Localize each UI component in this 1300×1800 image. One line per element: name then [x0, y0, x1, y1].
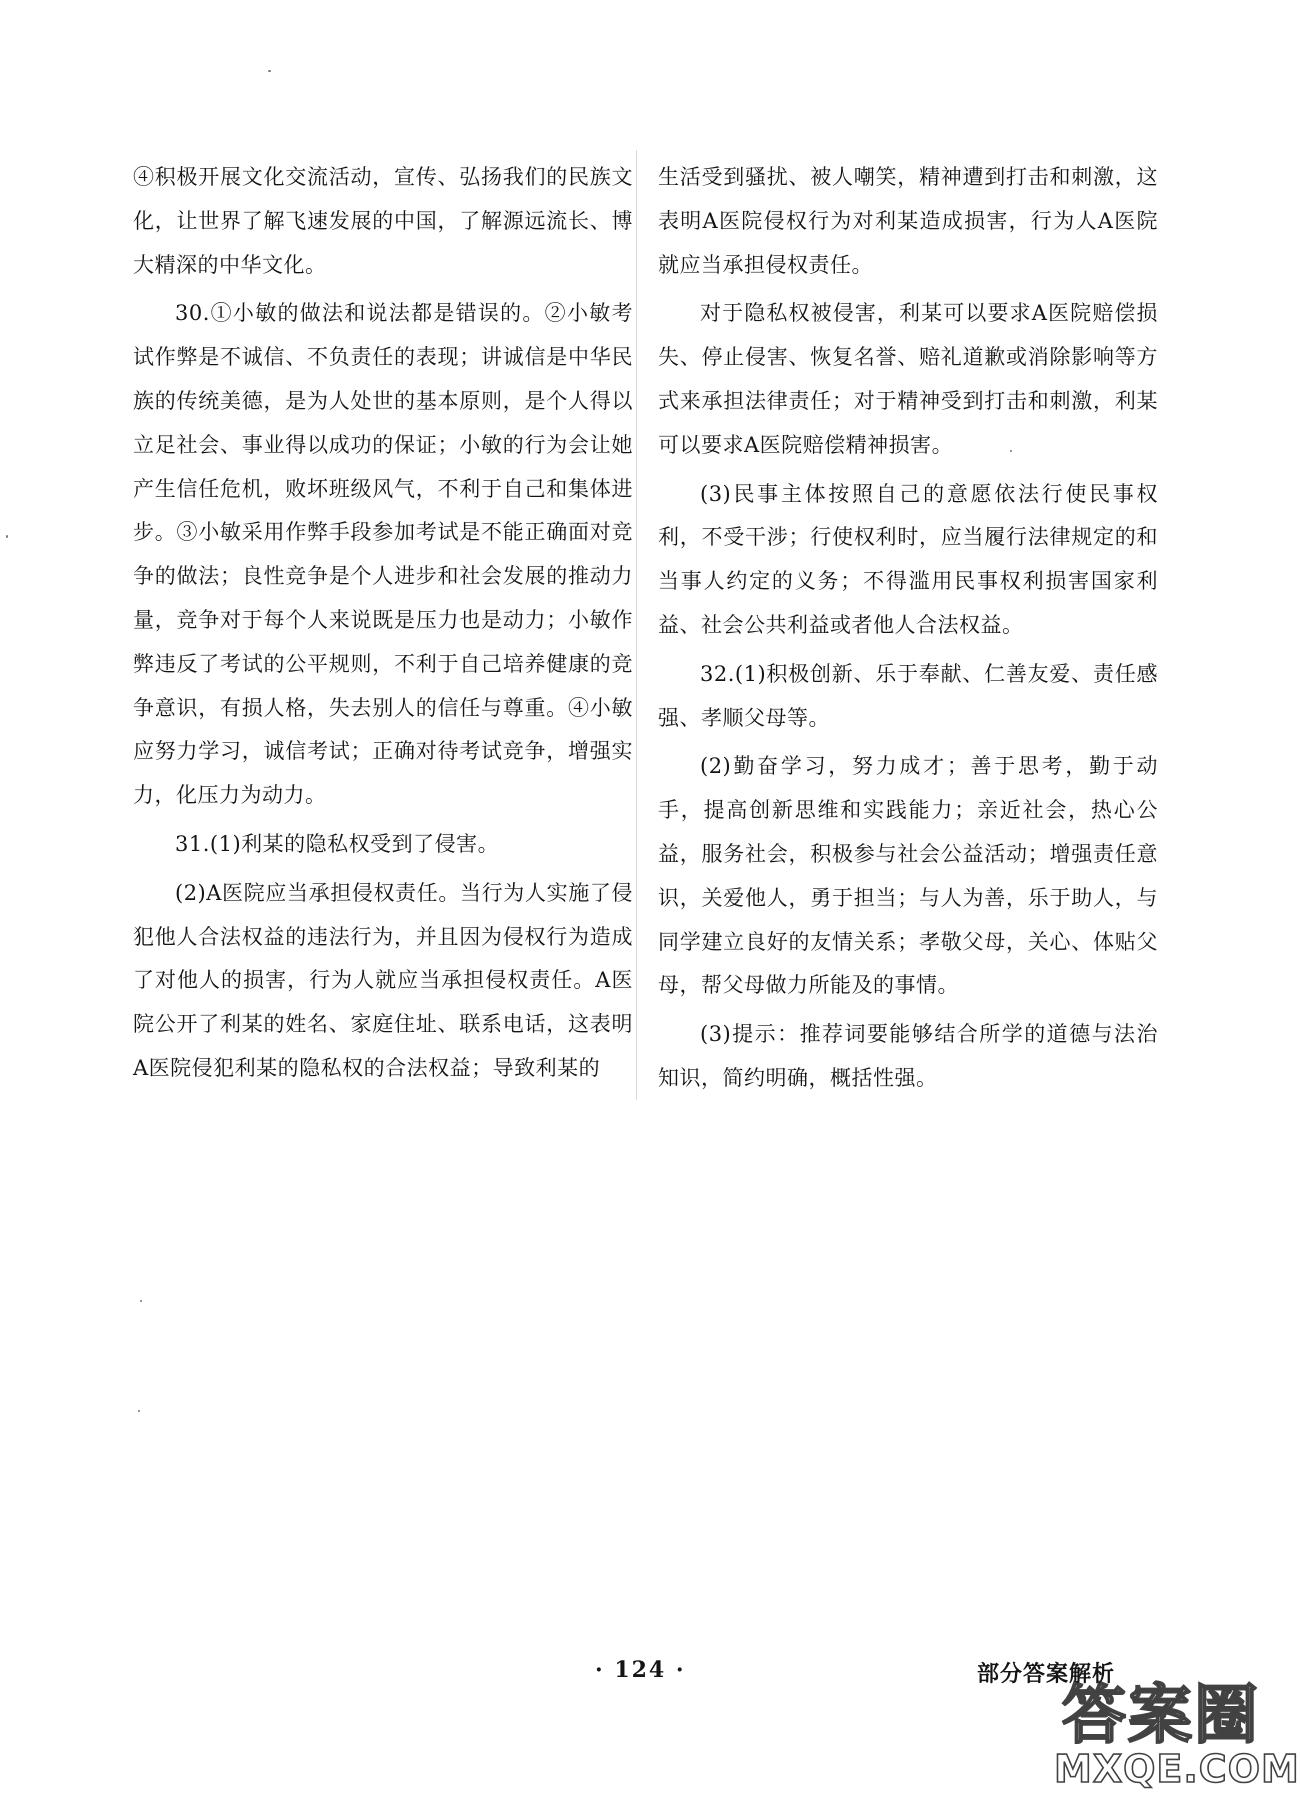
answer-31-2: (2)A医院应当承担侵权责任。当行为人实施了侵犯他人合法权益的违法行为，并且因为侵权行为造成了对他人的损害，行为人就应当承担侵权责任。A医院公开了利某的姓名、家庭住址、联系电话，这表明A医院侵犯利某的隐私权的合法权益；导致利某的 [133, 880, 633, 1080]
scan-speck [138, 1410, 140, 1412]
scan-speck [1010, 450, 1012, 452]
answer-32-1: 32.(1)积极创新、乐于奉献、仁善友爱、责任感强、孝顺父母等。 [658, 661, 1158, 730]
paragraph: 对于隐私权被侵害，利某可以要求A医院赔偿损失、停止侵害、恢复名誉、赔礼道歉或消除影响等方式来承担法律责任；对于精神受到打击和刺激，利某可以要求A医院赔偿精神损害。 [658, 301, 1158, 457]
scan-speck [268, 70, 271, 72]
answer-32-2: (2)勤奋学习，努力成才；善于思考，勤于动手，提高创新思维和实践能力；亲近社会，热心公益，服务社会，积极参与社会公益活动；增强责任意识，关爱他人，勇于担当；与人为善，乐于助人，与同学建立良好的友情关系；孝敬父母，关心、体贴父母，帮父母做力所能及的事情。 [658, 754, 1158, 998]
footer-section-title: 部分答案解析 [977, 1662, 1116, 1687]
watermark-logo-text: 答案圈 [1062, 1679, 1260, 1753]
left-column [133, 156, 633, 1096]
watermark-url: MXQE.COM [1054, 1747, 1300, 1791]
column-divider [636, 150, 637, 1100]
paragraph: ④积极开展文化交流活动，宣传、弘扬我们的民族文化，让世界了解飞速发展的中国，了解源远流长、博大精深的中华文化。 [133, 165, 633, 277]
right-column [658, 156, 1158, 1106]
answer-32-3: (3)提示：推荐词要能够结合所学的道德与法治知识，简约明确，概括性强。 [658, 1022, 1158, 1090]
answer-31-3: (3)民事主体按照自己的意愿依法行使民事权利，不受干涉；行使权利时，应当履行法律规定的和当事人约定的义务；不得滥用民事权利损害国家利益、社会公共利益或者他人合法权益。 [658, 481, 1158, 637]
scan-speck [6, 535, 8, 538]
page-number: · 124 · [595, 1657, 686, 1683]
answer-31-1: 31.(1)利某的隐私权受到了侵害。 [175, 831, 500, 856]
scan-speck [140, 1300, 142, 1302]
watermark-logo [1052, 1679, 1300, 1794]
answer-30: 30.①小敏的做法和说法都是错误的。②小敏考试作弊是不诚信、不负责任的表现；讲诚信是中华民族的传统美德，是为人处世的基本原则，是个人得以立足社会、事业得以成功的保证；小敏的行为会让她产生信任危机，败坏班级风气，不利于自己和集体进步。③小敏采用作弊手段参加考试是不能正确面对竞争的做法；良性竞争是个人进步和社会发展的推动力量，竞争对于每个人来说既是压力也是动力；小敏作弊违反了考试的公平规则，不利于自己培养健康的竞争意识，有损人格，失去别人的信任与尊重。④小敏应努力学习，诚信考试；正确对待考试竞争，增强实力，化压力为动力。 [133, 301, 633, 808]
paragraph-continued: 生活受到骚扰、被人嘲笑，精神遭到打击和刺激，这表明A医院侵权行为对利某造成损害，行为人A医院就应当承担侵权责任。 [658, 165, 1158, 277]
